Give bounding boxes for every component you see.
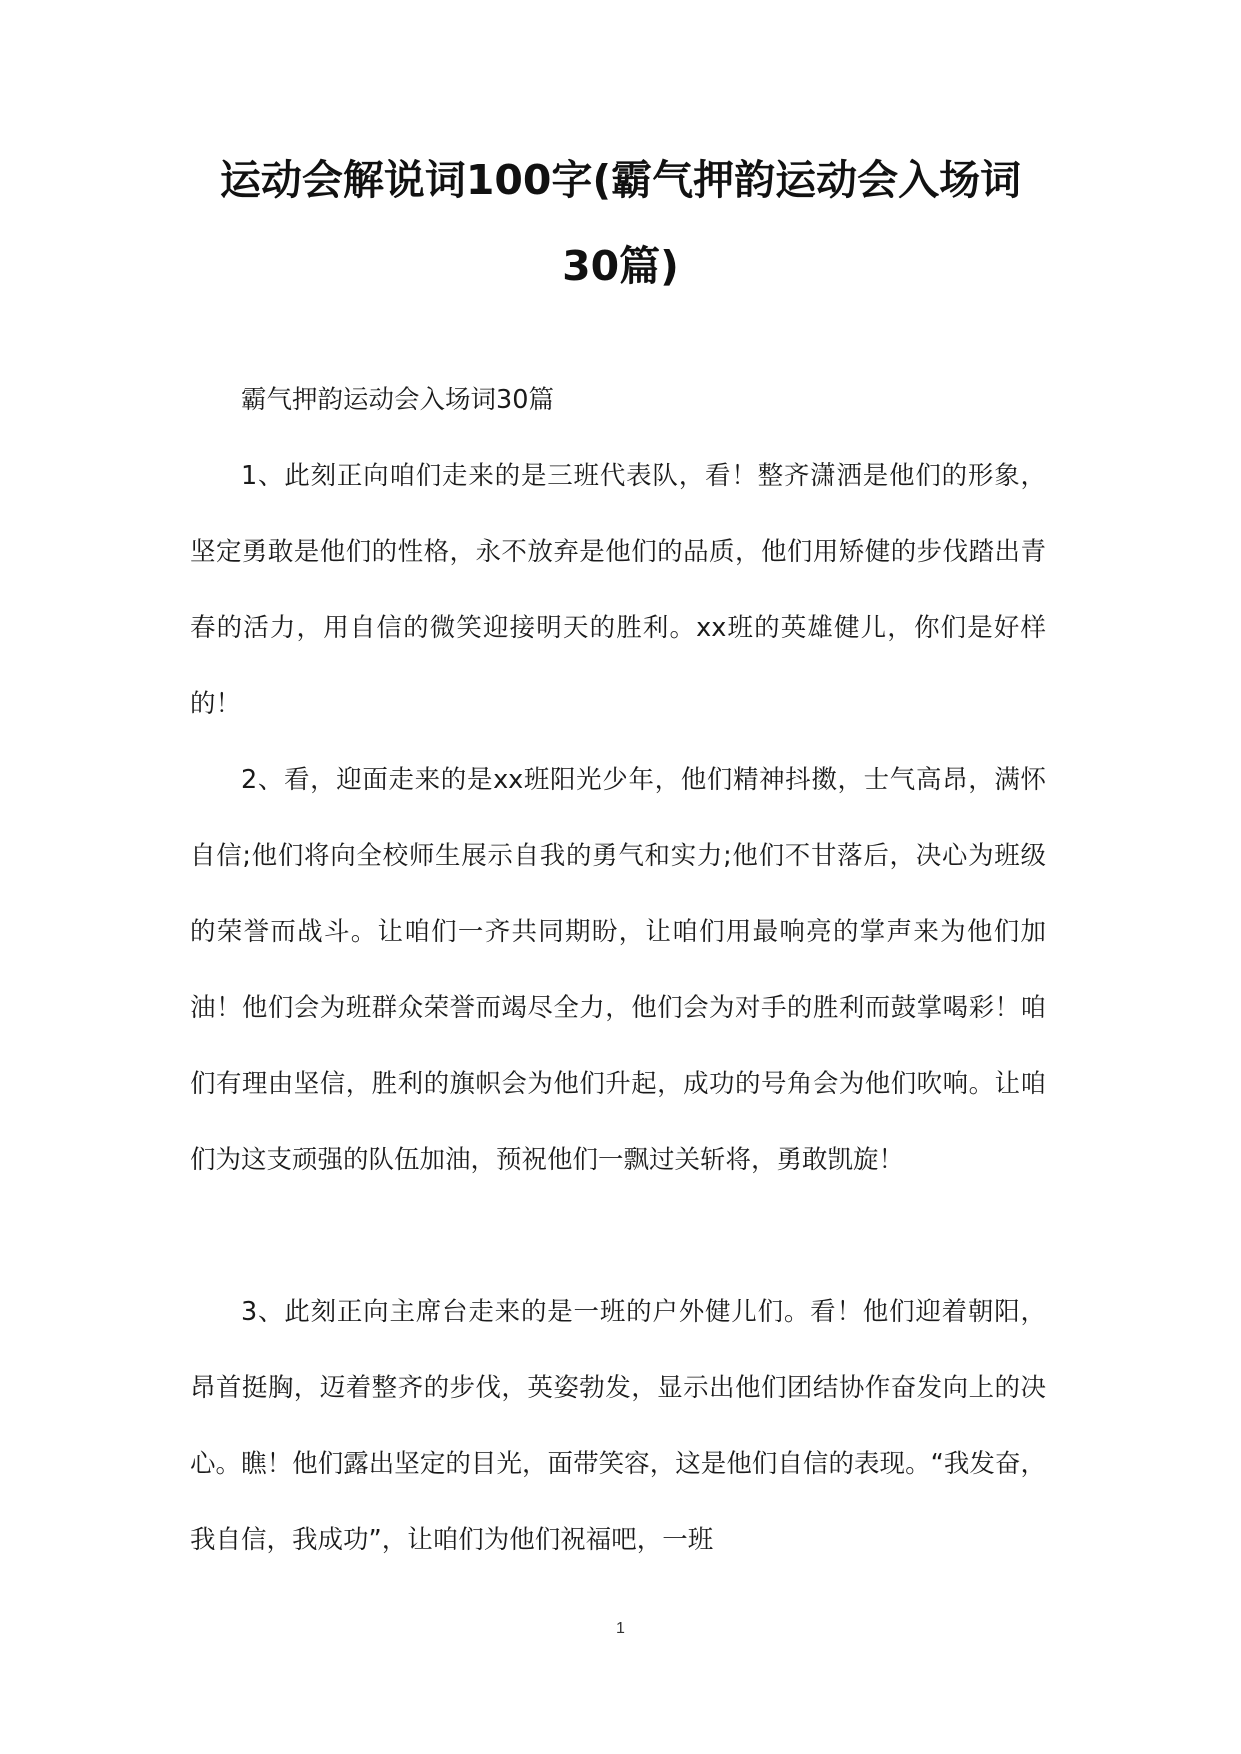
paragraph-block-2 [190,742,1046,1198]
paragraph-block-3 [190,1274,1046,1578]
paragraph-3: 3、此刻正向主席台走来的是一班的户外健儿们。看！他们迎着朝阳，昂首挺胸，迈着整齐的步伐，英姿勃发，显示出他们团结协作奋发向上的决心。瞧！他们露出坚定的目光，面带笑容，这是他们自信的表现。“我发奋，我自信，我成功”，让咱们为他们祝福吧，一班 [190,1297,1046,1555]
page-number: 1 [616,1620,625,1637]
paragraph-1: 1、此刻正向咱们走来的是三班代表队，看！整齐潇洒是他们的形象，坚定勇敢是他们的性格，永不放弃是他们的品质，他们用矫健的步伐踏出青春的活力，用自信的微笑迎接明天的胜利。xx班的英雄健儿，你们是好样的！ [190,461,1046,719]
document-title-line-1: 运动会解说词100字(霸气押韵运动会入场词 [219,156,1022,204]
paragraph-2: 2、看，迎面走来的是xx班阳光少年，他们精神抖擞，士气高昂，满怀自信;他们将向全校师生展示自我的勇气和实力;他们不甘落后，决心为班级的荣誉而战斗。让咱们一齐共同期盼，让咱们用最响亮的掌声来为他们加油！他们会为班群众荣誉而竭尽全力，他们会为对手的胜利而鼓掌喝彩！咱们有理由坚信，胜利的旗帜会为他们升起，成功的号角会为他们吹响。让咱们为这支顽强的队伍加油，预祝他们一飘过关斩将，勇敢凯旋！ [190,765,1046,1175]
document-subtitle: 霸气押韵运动会入场词30篇 [241,385,554,415]
paragraph-block-1 [190,438,1046,742]
subtitle-block [190,362,1046,438]
document-title-line-2: 30篇) [562,242,679,290]
